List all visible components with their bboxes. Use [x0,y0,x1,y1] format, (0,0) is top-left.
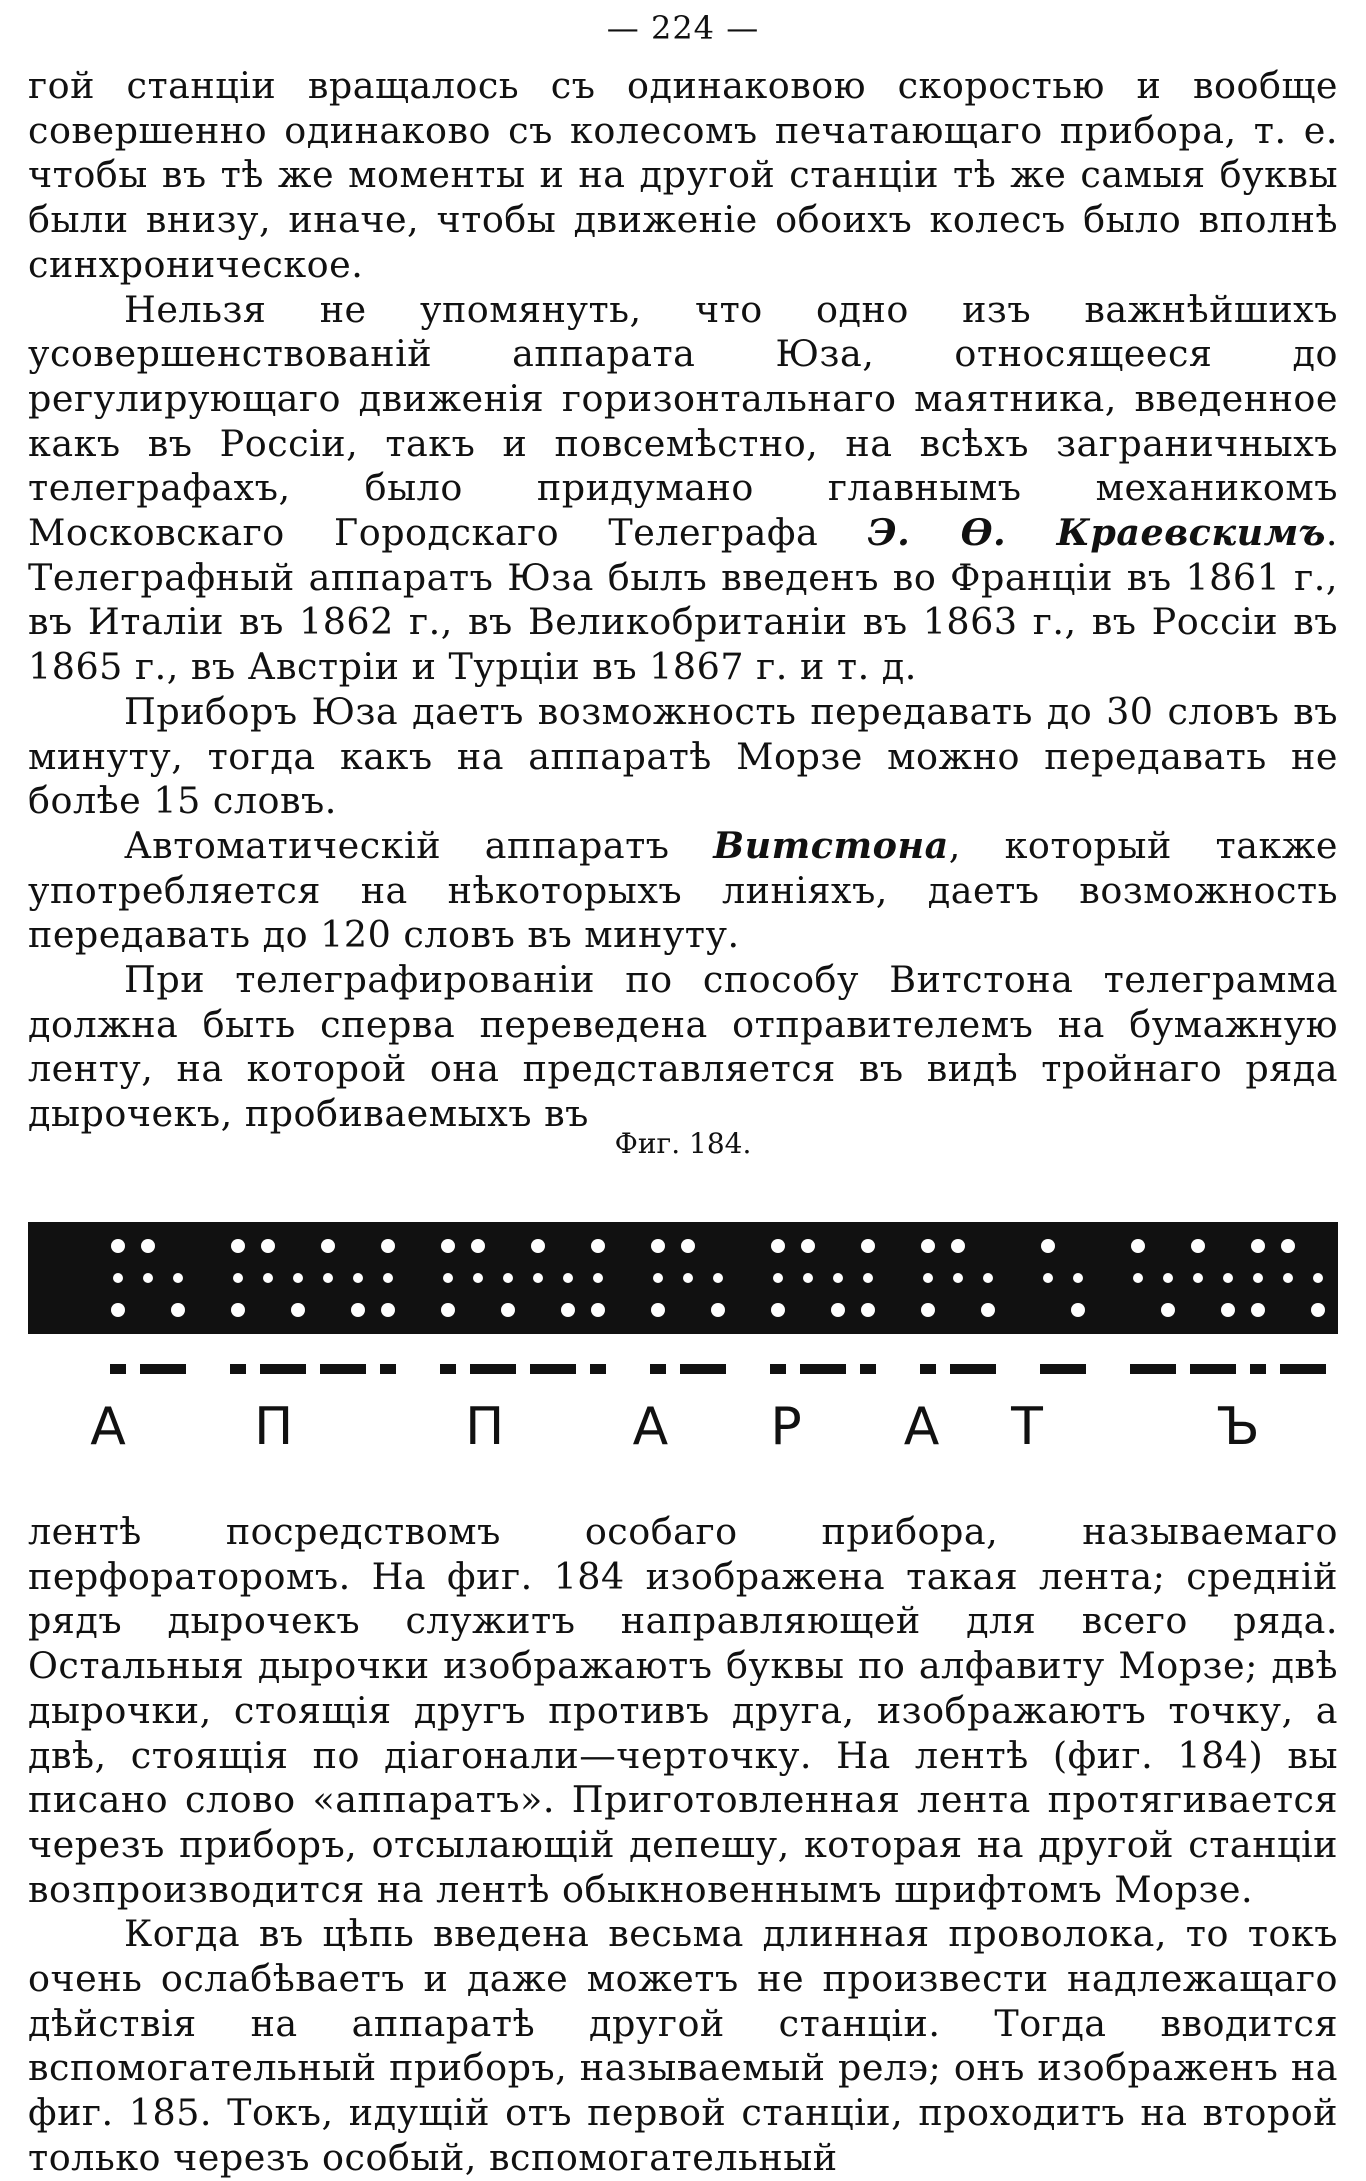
morse-mark [1250,1364,1266,1374]
morse-mark [650,1364,666,1374]
tape-hole [143,1273,153,1283]
tape-hole [1071,1303,1085,1317]
tape-hole [263,1273,273,1283]
morse-mark [230,1364,246,1374]
book-page [28,0,1338,2179]
paragraph [28,288,1338,690]
morse-mark [1280,1364,1326,1374]
tape-hole [591,1303,605,1317]
morse-mark [590,1364,606,1374]
tape-hole [681,1239,695,1253]
tape-hole [1041,1239,1055,1253]
tape-hole [1251,1303,1265,1317]
text-block-top [28,64,1338,1136]
paragraph-text: . Телеграфный аппаратъ Юза былъ введенъ во Франціи въ 1861 г., въ Италіи въ 1862 г., въ Великобританіи въ 1863 г., въ Россіи въ 1865 г., въ Австріи и Турціи въ 1867 г. и т. д. [28,511,1338,689]
tape-hole [561,1303,575,1317]
tape-hole [501,1303,515,1317]
tape-hole [1043,1273,1053,1283]
tape-hole [381,1239,395,1253]
tape-hole [1163,1273,1173,1283]
tape-hole [651,1303,665,1317]
tape-letter: Р [770,1397,802,1457]
tape-hole [503,1273,513,1283]
tape-hole [531,1239,545,1253]
tape-hole [471,1239,485,1253]
tape-hole [833,1273,843,1283]
perforated-tape-figure [28,1222,1338,1462]
tape-hole [921,1239,935,1253]
tape-hole [983,1273,993,1283]
tape-hole [1223,1273,1233,1283]
tape-hole [261,1239,275,1253]
tape-hole [773,1273,783,1283]
tape-letter: П [254,1397,294,1457]
tape-letter: Ъ [1216,1397,1260,1457]
tape-letter: А [90,1397,126,1457]
tape-hole [351,1303,365,1317]
tape-hole [1253,1273,1263,1283]
paragraph: гой станціи вращалось съ одинаковою скоростью и вообще совершенно одинаково съ колесомъ печатающаго прибора, т. е. чтобы въ тѣ же моменты и на другой станціи тѣ же самыя буквы были внизу, иначе, чтобы движеніе обоихъ колесъ было вполнѣ синхроническое. [28,64,1338,286]
figure-caption: Фиг. 184. [614,1127,752,1160]
tape-hole [1131,1239,1145,1253]
tape-hole [1073,1273,1083,1283]
tape-hole [381,1303,395,1317]
paragraph-text: Нельзя не упомянуть, что одно изъ важнѣйшихъ усовершенствованій аппарата Юза, относящееся до регулирующаго движенія горизонтальнаго маятника, введенное какъ въ Россіи, такъ и повсемѣстно, на всѣхъ заграничныхъ телеграфахъ, было придумано главнымъ механикомъ Московскаго Городскаго Телеграфа [28,287,1338,555]
tape-letters [90,1397,1259,1457]
morse-mark [1190,1364,1236,1374]
morse-mark [860,1364,876,1374]
tape-hole [111,1239,125,1253]
tape-letter: П [465,1397,505,1457]
tape-hole [323,1273,333,1283]
tape-hole [921,1303,935,1317]
paragraph-text: , который также употребляется на нѣкоторыхъ линіяхъ, даетъ возможность передавать до 120 словъ въ минуту. [28,823,1338,957]
tape-hole [473,1273,483,1283]
tape-hole [383,1273,393,1283]
tape-hole [233,1273,243,1283]
tape-hole [563,1273,573,1283]
paragraph: При телеграфированіи по способу Витстона телеграмма должна быть сперва переведена отправителемъ на бумажную ленту, на которой она представляется въ видѣ тройнаго ряда дырочекъ, пробиваемыхъ въ [28,958,1338,1136]
morse-mark [110,1364,126,1374]
tape-hole [1283,1273,1293,1283]
paragraph: Приборъ Юза даетъ возможность передавать до 30 словъ въ минуту, тогда какъ на аппаратѣ Морзе можно передавать не болѣе 15 словъ. [28,689,1338,823]
tape-hole [593,1273,603,1283]
tape-hole [441,1303,455,1317]
tape-hole [591,1239,605,1253]
tape-hole [443,1273,453,1283]
morse-mark [1130,1364,1176,1374]
tape-letter: Т [1011,1397,1043,1457]
tape-hole [803,1273,813,1283]
tape-hole [801,1239,815,1253]
tape-hole [141,1239,155,1253]
tape-hole [861,1303,875,1317]
morse-mark [920,1364,936,1374]
tape-hole [231,1239,245,1253]
tape-hole [711,1303,725,1317]
tape-hole [1161,1303,1175,1317]
tape-hole [831,1303,845,1317]
tape-hole [231,1303,245,1317]
tape-hole [923,1273,933,1283]
paragraph: лентѣ посредствомъ особаго прибора, называемаго перфораторомъ. На фиг. 184 изображена такая лента; средній рядъ дырочекъ служитъ направляющей для всего ряда. Остальныя дырочки изображаютъ буквы по алфавиту Морзе; двѣ дырочки, стоящія другъ противъ друга, изображаютъ точку, а двѣ, стоящія по діагонали—черточку. На лентѣ (фиг. 184) вы писано слово «аппаратъ». Приготовленная лента протягивается черезъ приборъ, отсылающій депешу, которая на другой станціи возпроизводится на лентѣ обыкновеннымъ шрифтомъ Морзе. [28,1510,1338,1911]
tape-hole [353,1273,363,1283]
tape-hole [981,1303,995,1317]
tape-hole [291,1303,305,1317]
tape-hole [951,1239,965,1253]
tape-hole [771,1303,785,1317]
paragraph [28,824,1338,958]
morse-mark [1040,1364,1086,1374]
morse-mark [380,1364,396,1374]
tape-hole [713,1273,723,1283]
tape-hole [653,1273,663,1283]
tape-hole [441,1239,455,1253]
tape-hole [1193,1273,1203,1283]
tape-hole [953,1273,963,1283]
paragraph: Когда въ цѣпь введена весьма длинная проволока, то токъ очень ослабѣваетъ и даже можетъ не произвести надлежащаго дѣйствія на аппаратѣ другой станціи. Тогда вводится вспомогательный приборъ, называемый релэ; онъ изображенъ на фиг. 185. Токъ, идущій отъ первой станціи, проходитъ на второй только черезъ особый, вспомогательный [28,1912,1338,2179]
tape-hole [1221,1303,1235,1317]
tape-hole [863,1273,873,1283]
page-number: — 224 — [606,9,760,47]
tape-hole [171,1303,185,1317]
tape-hole [293,1273,303,1283]
morse-mark [440,1364,456,1374]
tape-svg [28,1222,1338,1462]
paragraph-text: Автоматическій аппаратъ [124,823,670,867]
tape-hole [111,1303,125,1317]
name-emphasis: Э. Ѳ. Краевскимъ [867,511,1326,555]
morse-marks [110,1364,1338,1374]
morse-mark [800,1364,846,1374]
tape-letter: А [903,1397,940,1457]
tape-hole [113,1273,123,1283]
morse-mark [770,1364,786,1374]
morse-mark [950,1364,996,1374]
tape-hole [1191,1239,1205,1253]
tape-hole [173,1273,183,1283]
tape-hole [683,1273,693,1283]
tape-hole [651,1239,665,1253]
tape-hole [861,1239,875,1253]
tape-hole [533,1273,543,1283]
text-block-bottom [28,1510,1338,2179]
tape-hole [771,1239,785,1253]
morse-mark [320,1364,366,1374]
tape-hole [1311,1303,1325,1317]
morse-mark [530,1364,576,1374]
morse-mark [260,1364,306,1374]
tape-hole [1251,1239,1265,1253]
name-emphasis: Витстона [713,823,949,867]
morse-mark [680,1364,726,1374]
tape-hole [1313,1273,1323,1283]
morse-mark [470,1364,516,1374]
tape-letter: А [632,1397,669,1457]
tape-hole [321,1239,335,1253]
morse-mark [140,1364,186,1374]
tape-hole [1281,1239,1295,1253]
tape-hole [1133,1273,1143,1283]
